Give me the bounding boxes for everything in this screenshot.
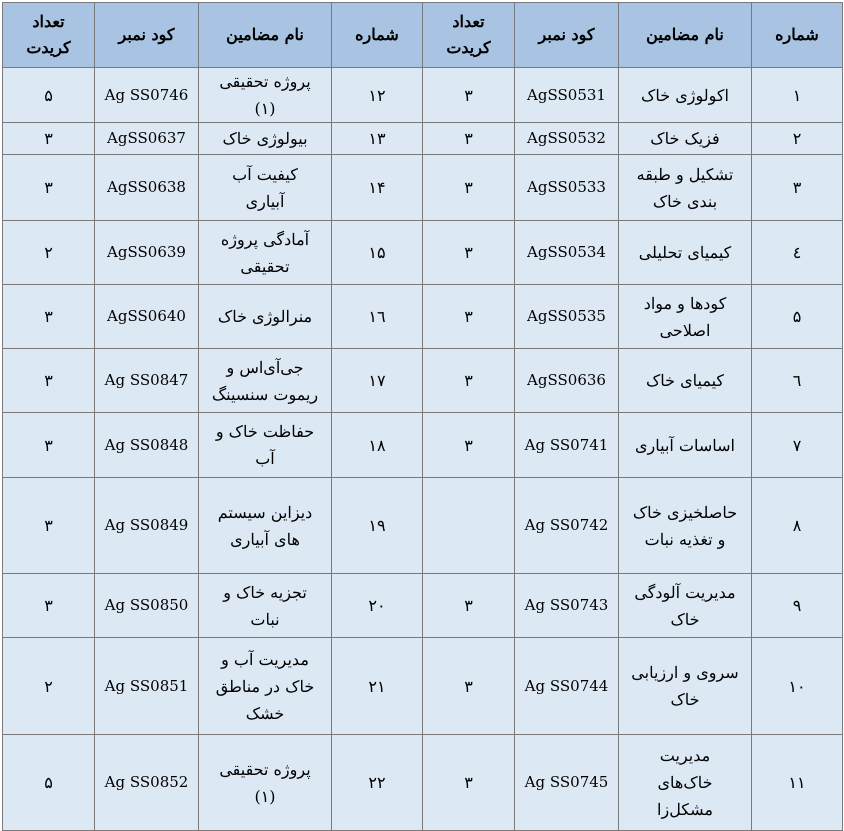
course-credits: ۳ (423, 735, 515, 831)
course-code: Ag SS0746 (95, 68, 199, 123)
course-number: ۱۸ (332, 413, 423, 478)
header-credits: تعداد کریدت (3, 3, 95, 68)
course-code: Ag SS0744 (515, 638, 619, 735)
table-row (3, 123, 843, 155)
course-credits: ۳ (423, 285, 515, 349)
course-code: Ag SS0849 (95, 478, 199, 574)
course-code: Ag SS0851 (95, 638, 199, 735)
course-number: ۱۵ (332, 221, 423, 285)
table-row (3, 478, 843, 574)
course-name: مدیریت خاک‌های مشکل‌زا (619, 735, 752, 831)
course-name: حاصلخیزی خاک و تغذیه نبات (619, 478, 752, 574)
table-row (3, 638, 843, 735)
course-name: کیمیای خاک (619, 349, 752, 413)
course-credits: ۳ (3, 413, 95, 478)
course-name: جی‌آی‌اس و ریموت سنسینگ (199, 349, 332, 413)
course-code: Ag SS0745 (515, 735, 619, 831)
course-credits: ۳ (3, 349, 95, 413)
course-code: AgSS0637 (95, 123, 199, 155)
header-number: شماره (752, 3, 843, 68)
course-number: ۱۴ (332, 155, 423, 221)
course-number: ۲۲ (332, 735, 423, 831)
course-name: فزیک خاک (619, 123, 752, 155)
header-course-name: نام مضامین (619, 3, 752, 68)
course-code: Ag SS0742 (515, 478, 619, 574)
course-number: ۱ (752, 68, 843, 123)
table-row (3, 68, 843, 123)
header-credits: تعداد کریدت (423, 3, 515, 68)
course-code: Ag SS0847 (95, 349, 199, 413)
course-credits: ۳ (3, 285, 95, 349)
course-number: ۱۱ (752, 735, 843, 831)
course-number: ٤ (752, 221, 843, 285)
course-name: اکولوژی خاک (619, 68, 752, 123)
course-number: ٦ (752, 349, 843, 413)
course-table-container (2, 2, 843, 831)
course-name: اساسات آبیاری (619, 413, 752, 478)
course-name: کودها و مواد اصلاحی (619, 285, 752, 349)
course-code: Ag SS0848 (95, 413, 199, 478)
course-credits: ۳ (423, 349, 515, 413)
table-row (3, 285, 843, 349)
course-credits: ۳ (423, 68, 515, 123)
course-credits: ۳ (423, 413, 515, 478)
course-number: ۱٦ (332, 285, 423, 349)
course-number: ۸ (752, 478, 843, 574)
course-number: ۵ (752, 285, 843, 349)
course-number: ۱۰ (752, 638, 843, 735)
course-name: سروی و ارزیابی خاک (619, 638, 752, 735)
course-number: ۱۲ (332, 68, 423, 123)
course-number: ۷ (752, 413, 843, 478)
course-name: حفاظت خاک و آب (199, 413, 332, 478)
header-course-name: نام مضامین (199, 3, 332, 68)
course-credits: ۲ (3, 638, 95, 735)
course-number: ۳ (752, 155, 843, 221)
course-name: پروژه تحقیقی (۱) (199, 68, 332, 123)
course-name: کیمیای تحلیلی (619, 221, 752, 285)
course-code: Ag SS0743 (515, 574, 619, 638)
course-credits: ۳ (423, 574, 515, 638)
course-code: AgSS0639 (95, 221, 199, 285)
course-name: دیزاین سیستم های آبیاری (199, 478, 332, 574)
header-course-code: کود نمبر (515, 3, 619, 68)
header-row (3, 3, 843, 68)
table-row (3, 221, 843, 285)
course-number: ۲۱ (332, 638, 423, 735)
table-row (3, 574, 843, 638)
course-credits: ۳ (423, 155, 515, 221)
course-code: AgSS0531 (515, 68, 619, 123)
course-credits: ۲ (3, 221, 95, 285)
course-name: کیفیت آب آبیاری (199, 155, 332, 221)
course-name: بیولوژی خاک (199, 123, 332, 155)
course-number: ۲۰ (332, 574, 423, 638)
course-number: ۱۹ (332, 478, 423, 574)
course-name: پروژه تحقیقی (۱) (199, 735, 332, 831)
course-number: ۱۷ (332, 349, 423, 413)
course-name: مدیریت آلودگی خاک (619, 574, 752, 638)
course-table (2, 2, 843, 831)
course-credits: ۳ (423, 221, 515, 285)
table-row (3, 155, 843, 221)
course-code: AgSS0533 (515, 155, 619, 221)
course-number: ۹ (752, 574, 843, 638)
course-code: AgSS0535 (515, 285, 619, 349)
course-code: AgSS0640 (95, 285, 199, 349)
course-number: ۲ (752, 123, 843, 155)
course-name: منرالوژی خاک (199, 285, 332, 349)
course-credits: ۳ (423, 638, 515, 735)
course-credits: ۵ (3, 68, 95, 123)
course-credits: ۵ (3, 735, 95, 831)
course-code: AgSS0534 (515, 221, 619, 285)
course-name: آمادگی پروژه تحقیقی (199, 221, 332, 285)
header-course-code: کود نمبر (95, 3, 199, 68)
course-code: Ag SS0850 (95, 574, 199, 638)
course-name: تجزیه خاک و نبات (199, 574, 332, 638)
header-number: شماره (332, 3, 423, 68)
table-row (3, 349, 843, 413)
course-code: AgSS0532 (515, 123, 619, 155)
course-name: تشکیل و طبقه بندی خاک (619, 155, 752, 221)
course-credits: ۳ (3, 123, 95, 155)
course-name: مدیریت آب و خاک در مناطق خشک (199, 638, 332, 735)
table-row (3, 413, 843, 478)
table-row (3, 735, 843, 831)
course-credits: ۳ (3, 155, 95, 221)
course-credits (423, 478, 515, 574)
course-credits: ۳ (3, 478, 95, 574)
course-code: Ag SS0741 (515, 413, 619, 478)
course-code: AgSS0638 (95, 155, 199, 221)
course-code: Ag SS0852 (95, 735, 199, 831)
course-credits: ۳ (423, 123, 515, 155)
course-credits: ۳ (3, 574, 95, 638)
course-number: ۱۳ (332, 123, 423, 155)
course-code: AgSS0636 (515, 349, 619, 413)
